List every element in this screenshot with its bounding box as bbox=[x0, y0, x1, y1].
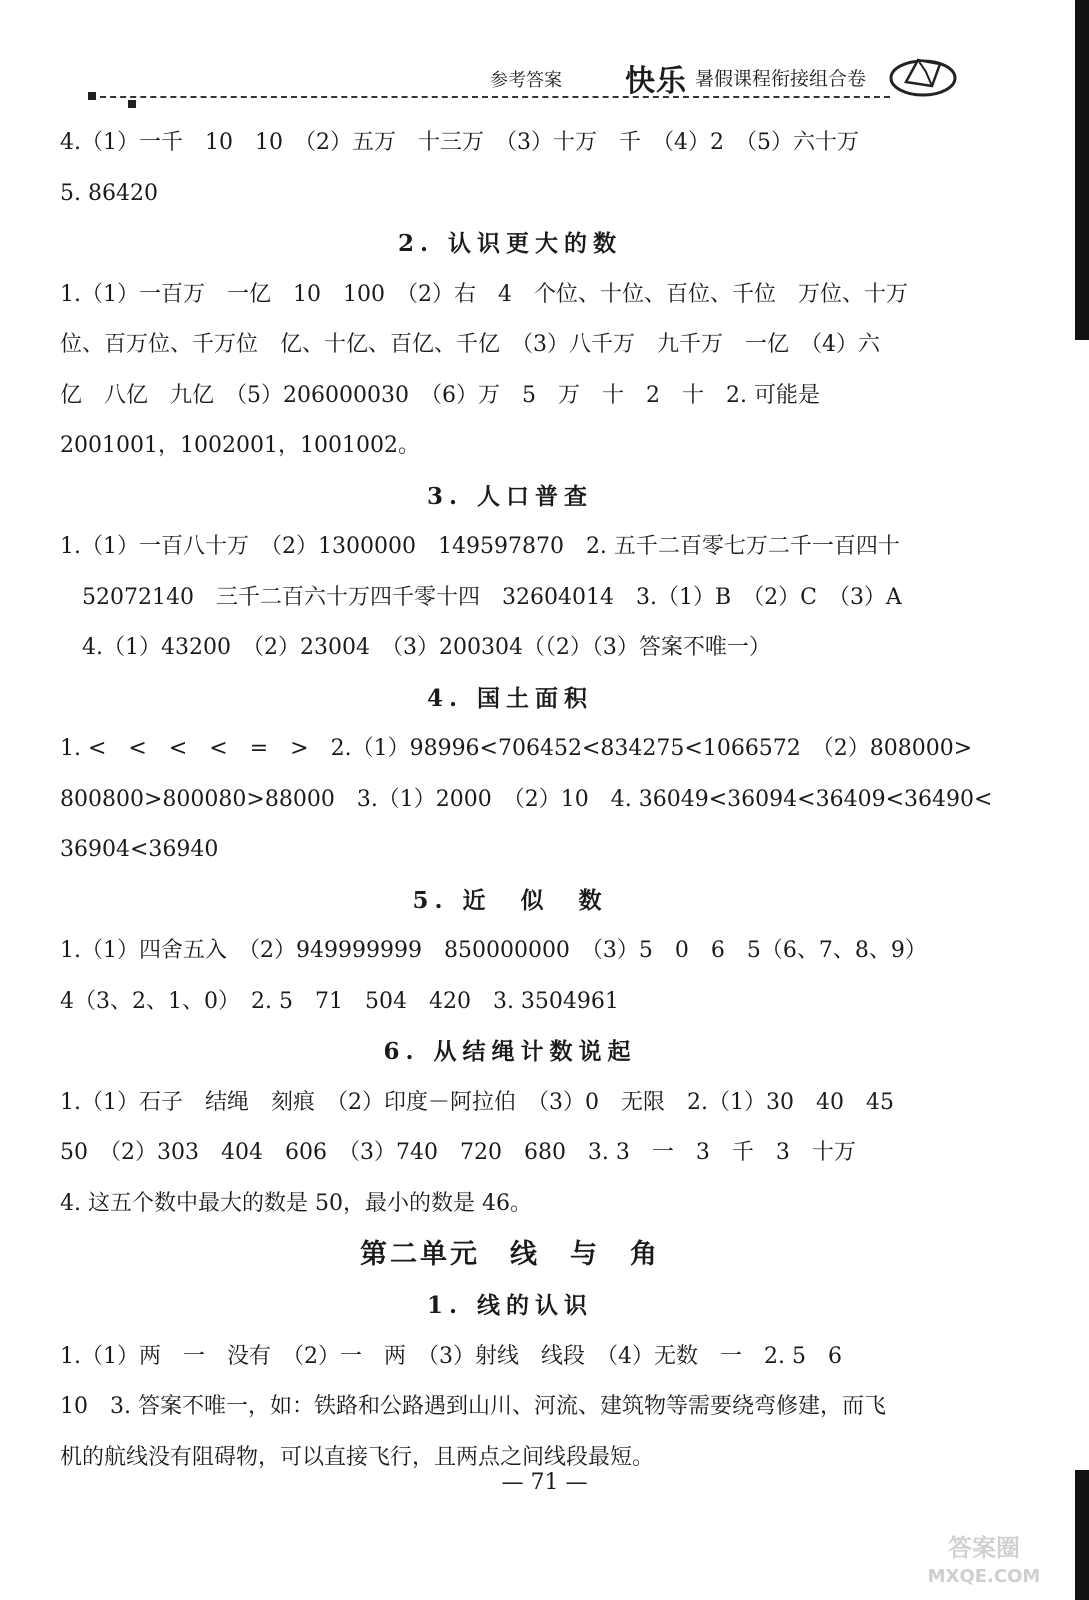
answer-line: 亿 八亿 九亿 （5）206000030 （6）万 5 万 十 2 十 2. 可能是 bbox=[60, 382, 820, 408]
answer-line: 机的航线没有阻碍物，可以直接飞行，且两点之间线段最短。 bbox=[60, 1444, 655, 1470]
watermark-logo bbox=[909, 1530, 1059, 1590]
section-heading: 6. 从结绳计数说起 bbox=[383, 1038, 637, 1065]
header-brand: 快乐 bbox=[625, 64, 687, 99]
answer-line: 1. < < < < = > 2.（1）98996<706452<834275<1066572 （2）808000> bbox=[60, 736, 973, 761]
answer-line: 1.（1）两 一 没有 （2）一 两 （3）射线 线段 （4）无数 一 2. 5 6 bbox=[60, 1343, 842, 1369]
section-heading: 2. 认识更大的数 bbox=[397, 230, 623, 257]
answer-line: 2001001，1002001，1001002。 bbox=[60, 433, 420, 458]
unit-heading: 第二单元 线 与 角 bbox=[360, 1239, 660, 1270]
svg-text:MXQE.COM: MXQE.COM bbox=[927, 1566, 1041, 1587]
answer-line: 36904<36940 bbox=[60, 837, 219, 862]
section-heading: 5. 近 似 数 bbox=[412, 886, 608, 914]
answer-line: 1.（1）一百八十万 （2）1300000 149597870 2. 五千二百零七万二千一百四十 bbox=[60, 534, 900, 559]
header-rule bbox=[90, 96, 890, 98]
section-heading: 3. 人口普查 bbox=[426, 482, 594, 510]
header-series-title: 暑假课程衔接组合卷 bbox=[695, 68, 867, 90]
answer-line: 800800>800080>88000 3.（1）2000 （2）10 4. 36049<36094<36409<36490< bbox=[60, 786, 993, 812]
header-answer-label: 参考答案 bbox=[490, 70, 562, 91]
answer-line: 5. 86420 bbox=[60, 180, 158, 206]
answer-line: 4.（1）43200 （2）23004 （3）200304（（2）（3）答案不唯一） bbox=[60, 635, 771, 660]
section-heading: 4. 国土面积 bbox=[426, 684, 594, 712]
page-number: — 71 — bbox=[501, 1470, 588, 1495]
section-heading: 1. 线的认识 bbox=[426, 1292, 594, 1319]
page-header bbox=[80, 52, 960, 112]
answer-line: 10 3. 答案不唯一，如：铁路和公路遇到山川、河流、建筑物等需要绕弯修建，而飞 bbox=[60, 1394, 886, 1419]
header-marker bbox=[128, 100, 136, 108]
answer-line: 4. 这五个数中最大的数是 50，最小的数是 46。 bbox=[60, 1190, 532, 1216]
answer-line: 4（3、2、1、0） 2. 5 71 504 420 3. 3504961 bbox=[60, 988, 619, 1014]
svg-text:答案圈: 答案圈 bbox=[948, 1534, 1020, 1562]
answer-line: 位、百万位、千万位 亿、十亿、百亿、千亿 （3）八千万 九千万 一亿 （4）六 bbox=[60, 332, 880, 357]
answer-line: 4.（1）一千 10 10 （2）五万 十三万 （3）十万 千 （4）2 （5）六十万 bbox=[60, 130, 859, 155]
header-marker bbox=[88, 92, 96, 100]
answer-line: 1.（1）石子 结绳 刻痕 （2）印度－阿拉伯 （3）0 无限 2.（1）30 40 45 bbox=[60, 1089, 894, 1115]
page-edge-tab bbox=[1075, 0, 1089, 340]
answer-content bbox=[60, 118, 993, 1483]
book-logo-icon bbox=[888, 52, 958, 98]
answer-line: 52072140 三千二百六十万四千零十四 32604014 3.（1）B （2）C （3）A bbox=[60, 584, 902, 610]
answer-line: 50 （2）303 404 606 （3）740 720 680 3. 3 一 3 千 3 十万 bbox=[60, 1140, 856, 1165]
answer-line: 1.（1）一百万 一亿 10 100 （2）右 4 个位、十位、百位、千位 万位、十万 bbox=[60, 281, 908, 307]
answer-line: 1.（1）四舍五入 （2）949999999 850000000 （3）5 0 6 5（6、7、8、9） bbox=[60, 938, 927, 963]
